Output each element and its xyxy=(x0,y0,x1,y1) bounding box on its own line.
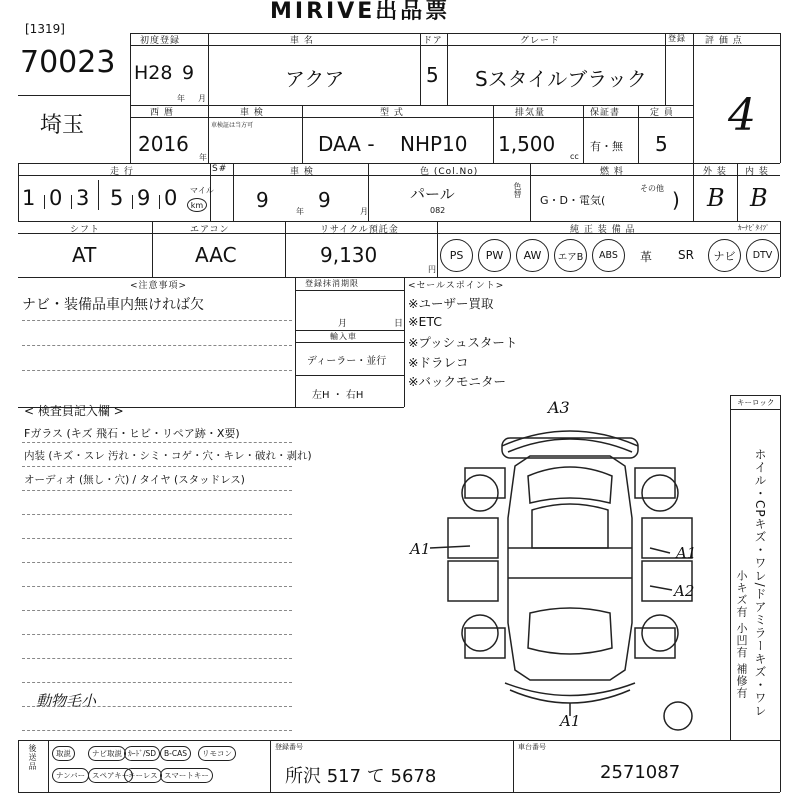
car-name: アクア xyxy=(285,67,345,91)
inspector-heading: < 検査員記入欄 > xyxy=(24,404,124,418)
handle-option: 左H ・ 右H xyxy=(312,390,364,401)
dealer-option: ディーラー・並行 xyxy=(307,356,387,367)
mark-right-1: A1 xyxy=(676,544,697,562)
exterior-grade: B xyxy=(707,184,725,212)
mileage-digit: 9 xyxy=(137,186,151,210)
page-title: MIRIVE出品票 xyxy=(270,0,451,24)
shift-value: AT xyxy=(72,243,97,267)
accessory-1: ナビ取説 xyxy=(88,746,126,761)
equipment-0: PS xyxy=(440,239,473,272)
fuel-value: G・D・電気( xyxy=(540,194,606,207)
mark-right-2: A2 xyxy=(674,582,695,600)
mileage-digit: 1 xyxy=(22,186,36,210)
mark-top: A3 xyxy=(548,398,570,417)
sales-point: ※ETC xyxy=(408,313,443,329)
label-doors: ドア xyxy=(423,36,443,46)
label-first-reg: 初度登録 xyxy=(140,36,181,46)
equipment-4: ABS xyxy=(592,239,625,272)
first-reg-month: 9 xyxy=(182,62,195,84)
interior-grade: B xyxy=(750,184,768,212)
km-unit: km xyxy=(187,198,207,212)
grade-value: Sスタイルブラック xyxy=(475,67,647,91)
sales-point: ※バックモニター xyxy=(408,374,506,389)
model-year: 2016 xyxy=(138,132,189,156)
handwritten-note: 動物毛小 xyxy=(36,692,97,710)
sales-point: ※ドラレコ xyxy=(408,354,469,370)
equipment-2: AW xyxy=(516,239,549,272)
accessory-3: B-CAS xyxy=(160,746,191,761)
color-no: 082 xyxy=(430,206,446,215)
mileage-digit: 5 xyxy=(110,186,124,210)
accessory-7: キーレス xyxy=(124,768,162,783)
score-value: 4 xyxy=(728,90,756,141)
notes-text: ナビ・装備品車内無ければ欠 xyxy=(22,297,204,313)
color-value: パール xyxy=(410,185,455,203)
doors-value: 5 xyxy=(426,63,439,87)
accessory-4: リモコン xyxy=(198,746,236,761)
capacity-value: 5 xyxy=(655,132,668,156)
lot-number: [1319] xyxy=(25,22,65,36)
expiry-month: 9 xyxy=(318,188,331,212)
displacement-value: 1,500 xyxy=(498,132,556,156)
mileage-digit: 0 xyxy=(49,186,63,210)
ac-value: AAC xyxy=(195,243,237,267)
sales-point: ※プッシュスタート xyxy=(408,335,518,350)
accessory-5: ナンバー xyxy=(52,768,89,783)
expiry-year: 9 xyxy=(256,188,269,212)
mark-left: A1 xyxy=(410,540,431,558)
recycle-value: 9,130 xyxy=(320,243,378,267)
accessory-2: ｶｰﾄﾞ/SD xyxy=(124,746,160,761)
accessory-0: 取説 xyxy=(52,746,75,761)
model-code: NHP10 xyxy=(400,132,468,156)
label-grade: グレード xyxy=(520,36,561,46)
equipment-3: エアB xyxy=(554,239,587,272)
label-score: 評 価 点 xyxy=(705,36,743,46)
equipment-1: PW xyxy=(478,239,511,272)
mark-bottom: A1 xyxy=(560,712,581,730)
label-car-name: 車 名 xyxy=(290,36,314,46)
side-text-marks: 小キズ有 小凹有 補修有 xyxy=(735,570,748,699)
sales-point: ※ユーザー買取 xyxy=(408,296,494,311)
accessory-6: スペアキー xyxy=(88,768,133,783)
equipment-8: DTV xyxy=(746,239,779,272)
mileage-digit: 3 xyxy=(76,186,90,210)
equipment-7: ナビ xyxy=(708,239,741,272)
mileage-digit: 0 xyxy=(164,186,178,210)
region: 埼玉 xyxy=(40,113,85,138)
accessory-8: スマートキー xyxy=(160,768,213,783)
first-reg-era: H28 xyxy=(134,62,173,84)
side-text-wheel: ホイル・CPキズ・ワレ/ドアミラーキズ・ワレ xyxy=(753,448,767,718)
plate-number: 所沢 517 て 5678 xyxy=(285,766,437,787)
car-diagram xyxy=(410,398,730,738)
exhibit-number: 70023 xyxy=(20,45,116,80)
model-prefix: DAA - xyxy=(318,132,375,156)
chassis-number: 2571087 xyxy=(600,762,681,783)
equipment-5: 革 xyxy=(640,250,653,264)
equipment-6: SR xyxy=(678,248,694,262)
manual-value: 有・無 xyxy=(590,140,623,153)
